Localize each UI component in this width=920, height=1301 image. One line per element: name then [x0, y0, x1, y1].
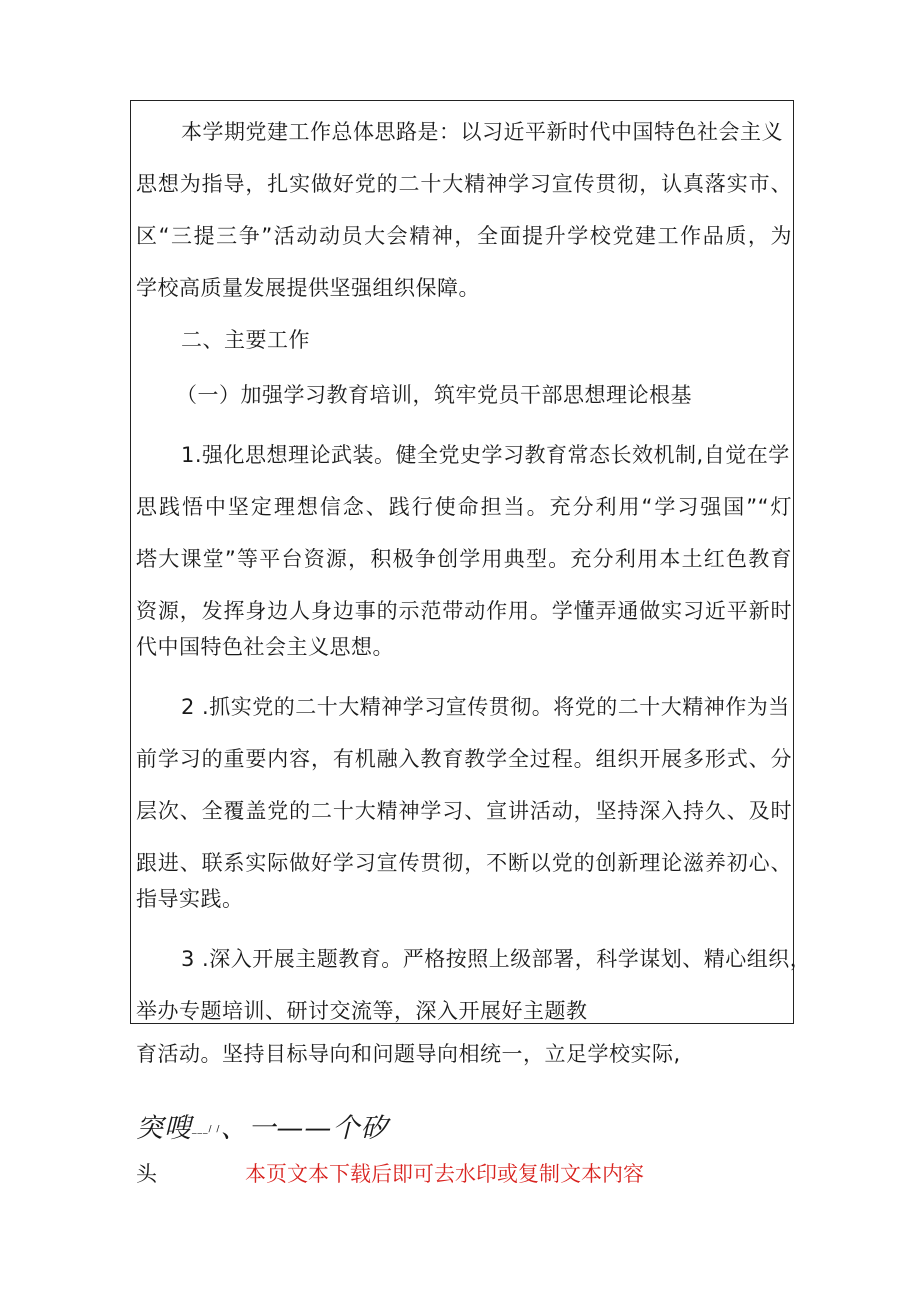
- item-2-line-4: 跟进、联系实际做好学习宣传贯彻，不断以党的创新理论滋养初心、: [136, 851, 792, 875]
- garbled-main-text: 突嗖: [136, 1113, 192, 1144]
- item-1-line-2: 思践悟中坚定理想信念、践行使命担当。充分利用“学习强国”“灯: [136, 495, 792, 519]
- section-heading-main-work: 二、主要工作: [181, 328, 310, 352]
- item-2-line-2: 前学习的重要内容，有机融入教育教学全过程。组织开展多形式、分: [136, 747, 792, 771]
- watermark-notice: 本页文本下载后即可去水印或复制文本内容: [245, 1162, 644, 1186]
- continued-text-line: 育活动。坚持目标导向和问题导向相统一，立足学校实际,: [136, 1042, 681, 1066]
- garbled-tail-text: 、一——个矽: [220, 1113, 389, 1144]
- paragraph-1-line-2: 思想为指导，扎实做好党的二十大精神学习宣传贯彻，认真落实市、: [136, 172, 792, 196]
- paragraph-1-line-3: 区“三提三争”活动动员大会精神，全面提升学校党建工作品质，为: [136, 224, 792, 248]
- item-3-line-2: 举办专题培训、研讨交流等，深入开展好主题教: [136, 999, 588, 1023]
- paragraph-1-line-1: 本学期党建工作总体思路是：以习近平新时代中国特色社会主义: [181, 120, 783, 144]
- item-3-line-1: 3 .深入开展主题教育。严格按照上级部署，科学谋划、精心组织，: [181, 947, 812, 971]
- item-1-line-3: 塔大课堂”等平台资源，积极争创学用典型。充分利用本土红色教育: [136, 547, 792, 571]
- item-1-line-4: 资源，发挥身边人身边事的示范带动作用。学懂弄通做实习近平新时: [136, 599, 792, 623]
- item-1-line-1: 1.强化思想理论武装。健全党史学习教育常态长效机制,自觉在学: [181, 443, 790, 467]
- subheading-study-training: （一）加强学习教育培训，筑牢党员干部思想理论根基: [176, 383, 692, 407]
- bottom-left-char: 头: [136, 1162, 158, 1186]
- garbled-small-text: ___/ /: [192, 1124, 221, 1135]
- item-2-line-1: 2 .抓实党的二十大精神学习宣传贯彻。将党的二十大精神作为当: [181, 695, 790, 719]
- item-2-line-5: 指导实践。: [136, 887, 244, 911]
- garbled-ocr-line: [136, 1112, 388, 1147]
- item-1-line-5: 代中国特色社会主义思想。: [136, 635, 394, 659]
- paragraph-1-line-4: 学校高质量发展提供坚强组织保障。: [136, 276, 480, 300]
- item-2-line-3: 层次、全覆盖党的二十大精神学习、宣讲活动，坚持深入持久、及时: [136, 799, 792, 823]
